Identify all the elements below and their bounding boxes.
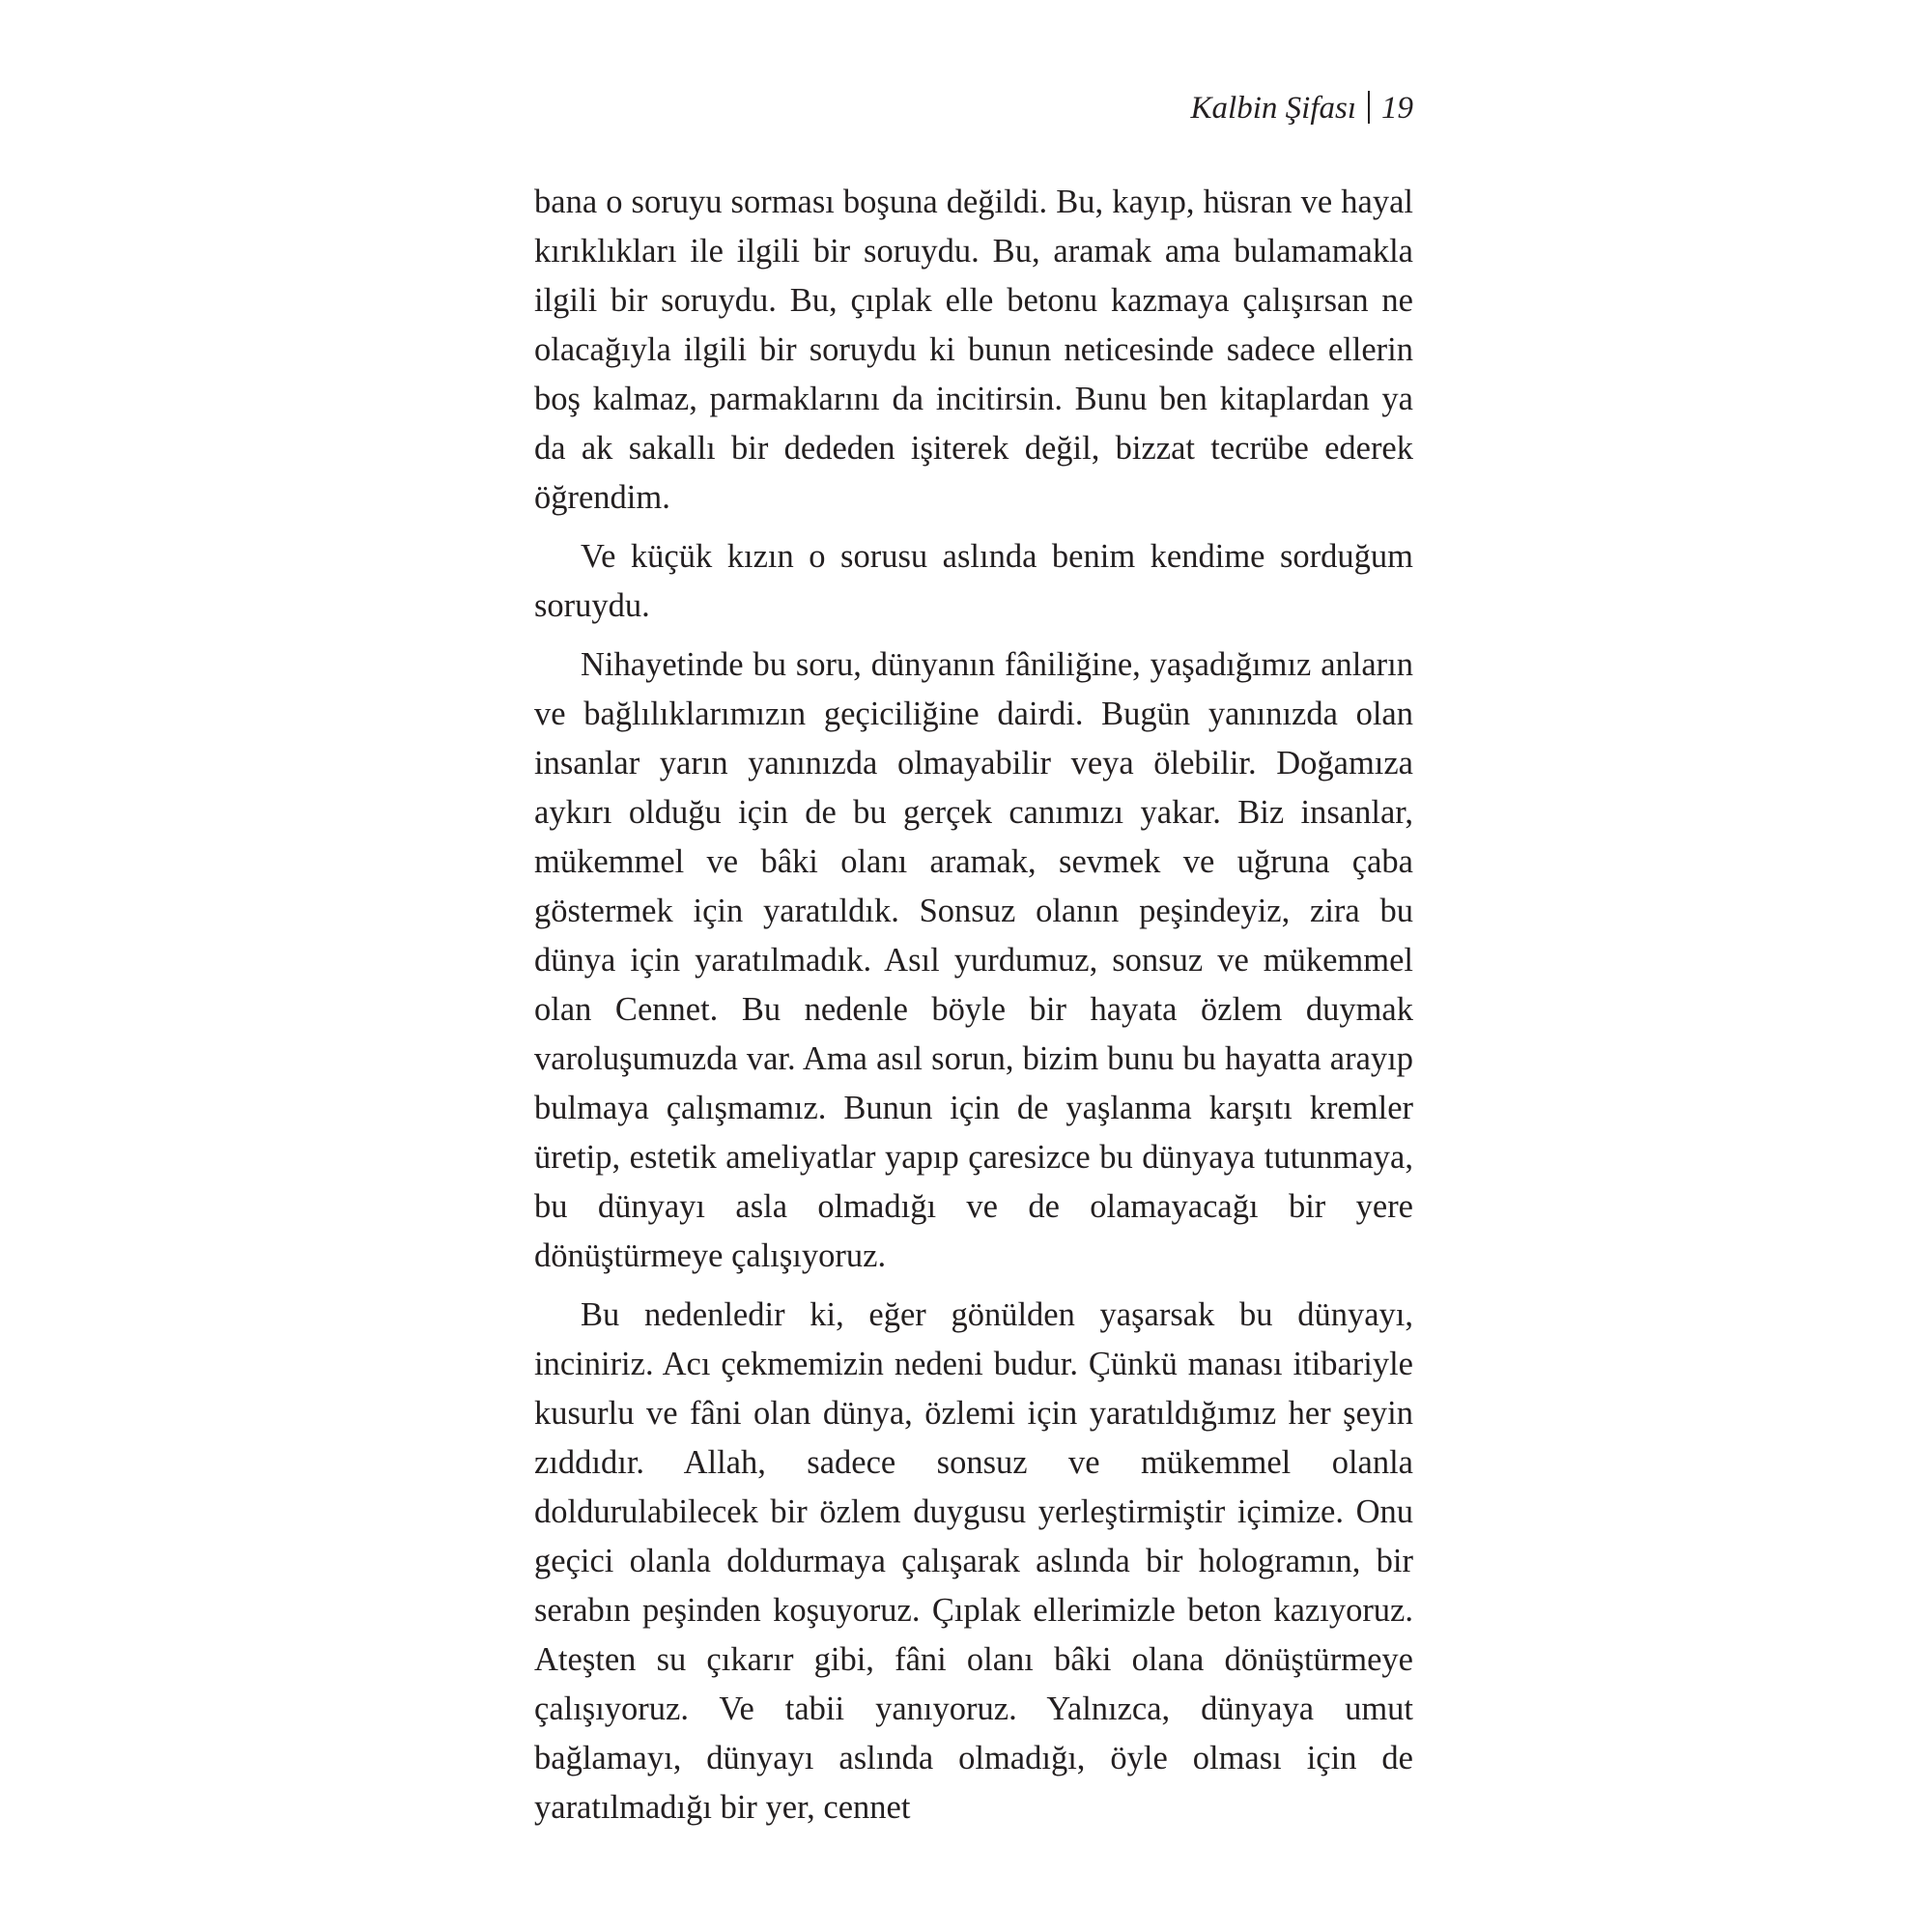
body-text [534, 178, 1413, 1842]
header-separator [1368, 91, 1370, 124]
paragraph: Nihayetinde bu soru, dünyanın fâniliğine, yaşadığımız anların ve bağlılıklarımızın geçiciliğine dairdi. Bugün yanınızda olan insanlar yarın yanınızda olmayabilir veya ölebilir. Doğamıza aykırı olduğu için de bu gerçek canımızı yakar. Biz insanlar, mükemmel ve bâki olanı aramak, sevmek ve uğruna çaba göstermek için yaratıldık. Sonsuz olanın peşindeyiz, zira bu dünya için yaratılmadık. Asıl yurdumuz, sonsuz ve mükemmel olan Cennet. Bu nedenle böyle bir hayata özlem duymak varoluşumuzda var. Ama asıl sorun, bizim bunu bu hayatta arayıp bulmaya çalışmamız. Bunun için de yaşlanma karşıtı kremler üretip, estetik ameliyatlar yapıp çaresizce bu dünyaya tutunmaya, bu dünyayı asla olmadığı ve de olamayacağı bir yere dönüştürmeye çalışıyoruz. [534, 646, 1413, 1274]
paragraph: bana o soruyu sorması boşuna değildi. Bu, kayıp, hüsran ve hayal kırıklıkları ile ilgili bir soruydu. Bu, aramak ama bulamamakla ilgili bir soruydu. Bu, çıplak elle betonu kazmaya çalışırsan ne olacağıyla ilgili bir soruydu ki bunun neticesinde sadece ellerin boş kalmaz, parmaklarını da incitirsin. Bunu ben kitaplardan ya da ak sakallı bir dededen işiterek değil, bizzat tecrübe ederek öğrendim. [534, 184, 1413, 516]
book-title: Kalbin Şifası [1190, 91, 1356, 126]
page-number: 19 [1381, 91, 1413, 126]
paragraph: Ve küçük kızın o sorusu aslında benim kendime sorduğum soruydu. [534, 538, 1413, 624]
paragraph: Bu nedenledir ki, eğer gönülden yaşarsak bu dünyayı, inciniriz. Acı çekmemizin nedeni budur. Çünkü manası itibariyle kusurlu ve fâni olan dünya, özlemi için yaratıldığımız her şeyin zıddıdır. Allah, sadece sonsuz ve mükemmel olanla doldurulabilecek bir özlem duygusu yerleştirmiştir içimize. Onu geçici olanla doldurmaya çalışarak aslında bir hologramın, bir serabın peşinden koşuyoruz. Çıplak ellerimizle beton kazıyoruz. Ateşten su çıkarır gibi, fâni olanı bâki olana dönüştürmeye çalışıyoruz. Ve tabii yanıyoruz. Yalnızca, dünyaya umut bağlamayı, dünyayı aslında olmadığı, öyle olması için de yaratılmadığı bir yer, cennet [534, 1296, 1413, 1826]
running-header [1191, 89, 1413, 128]
